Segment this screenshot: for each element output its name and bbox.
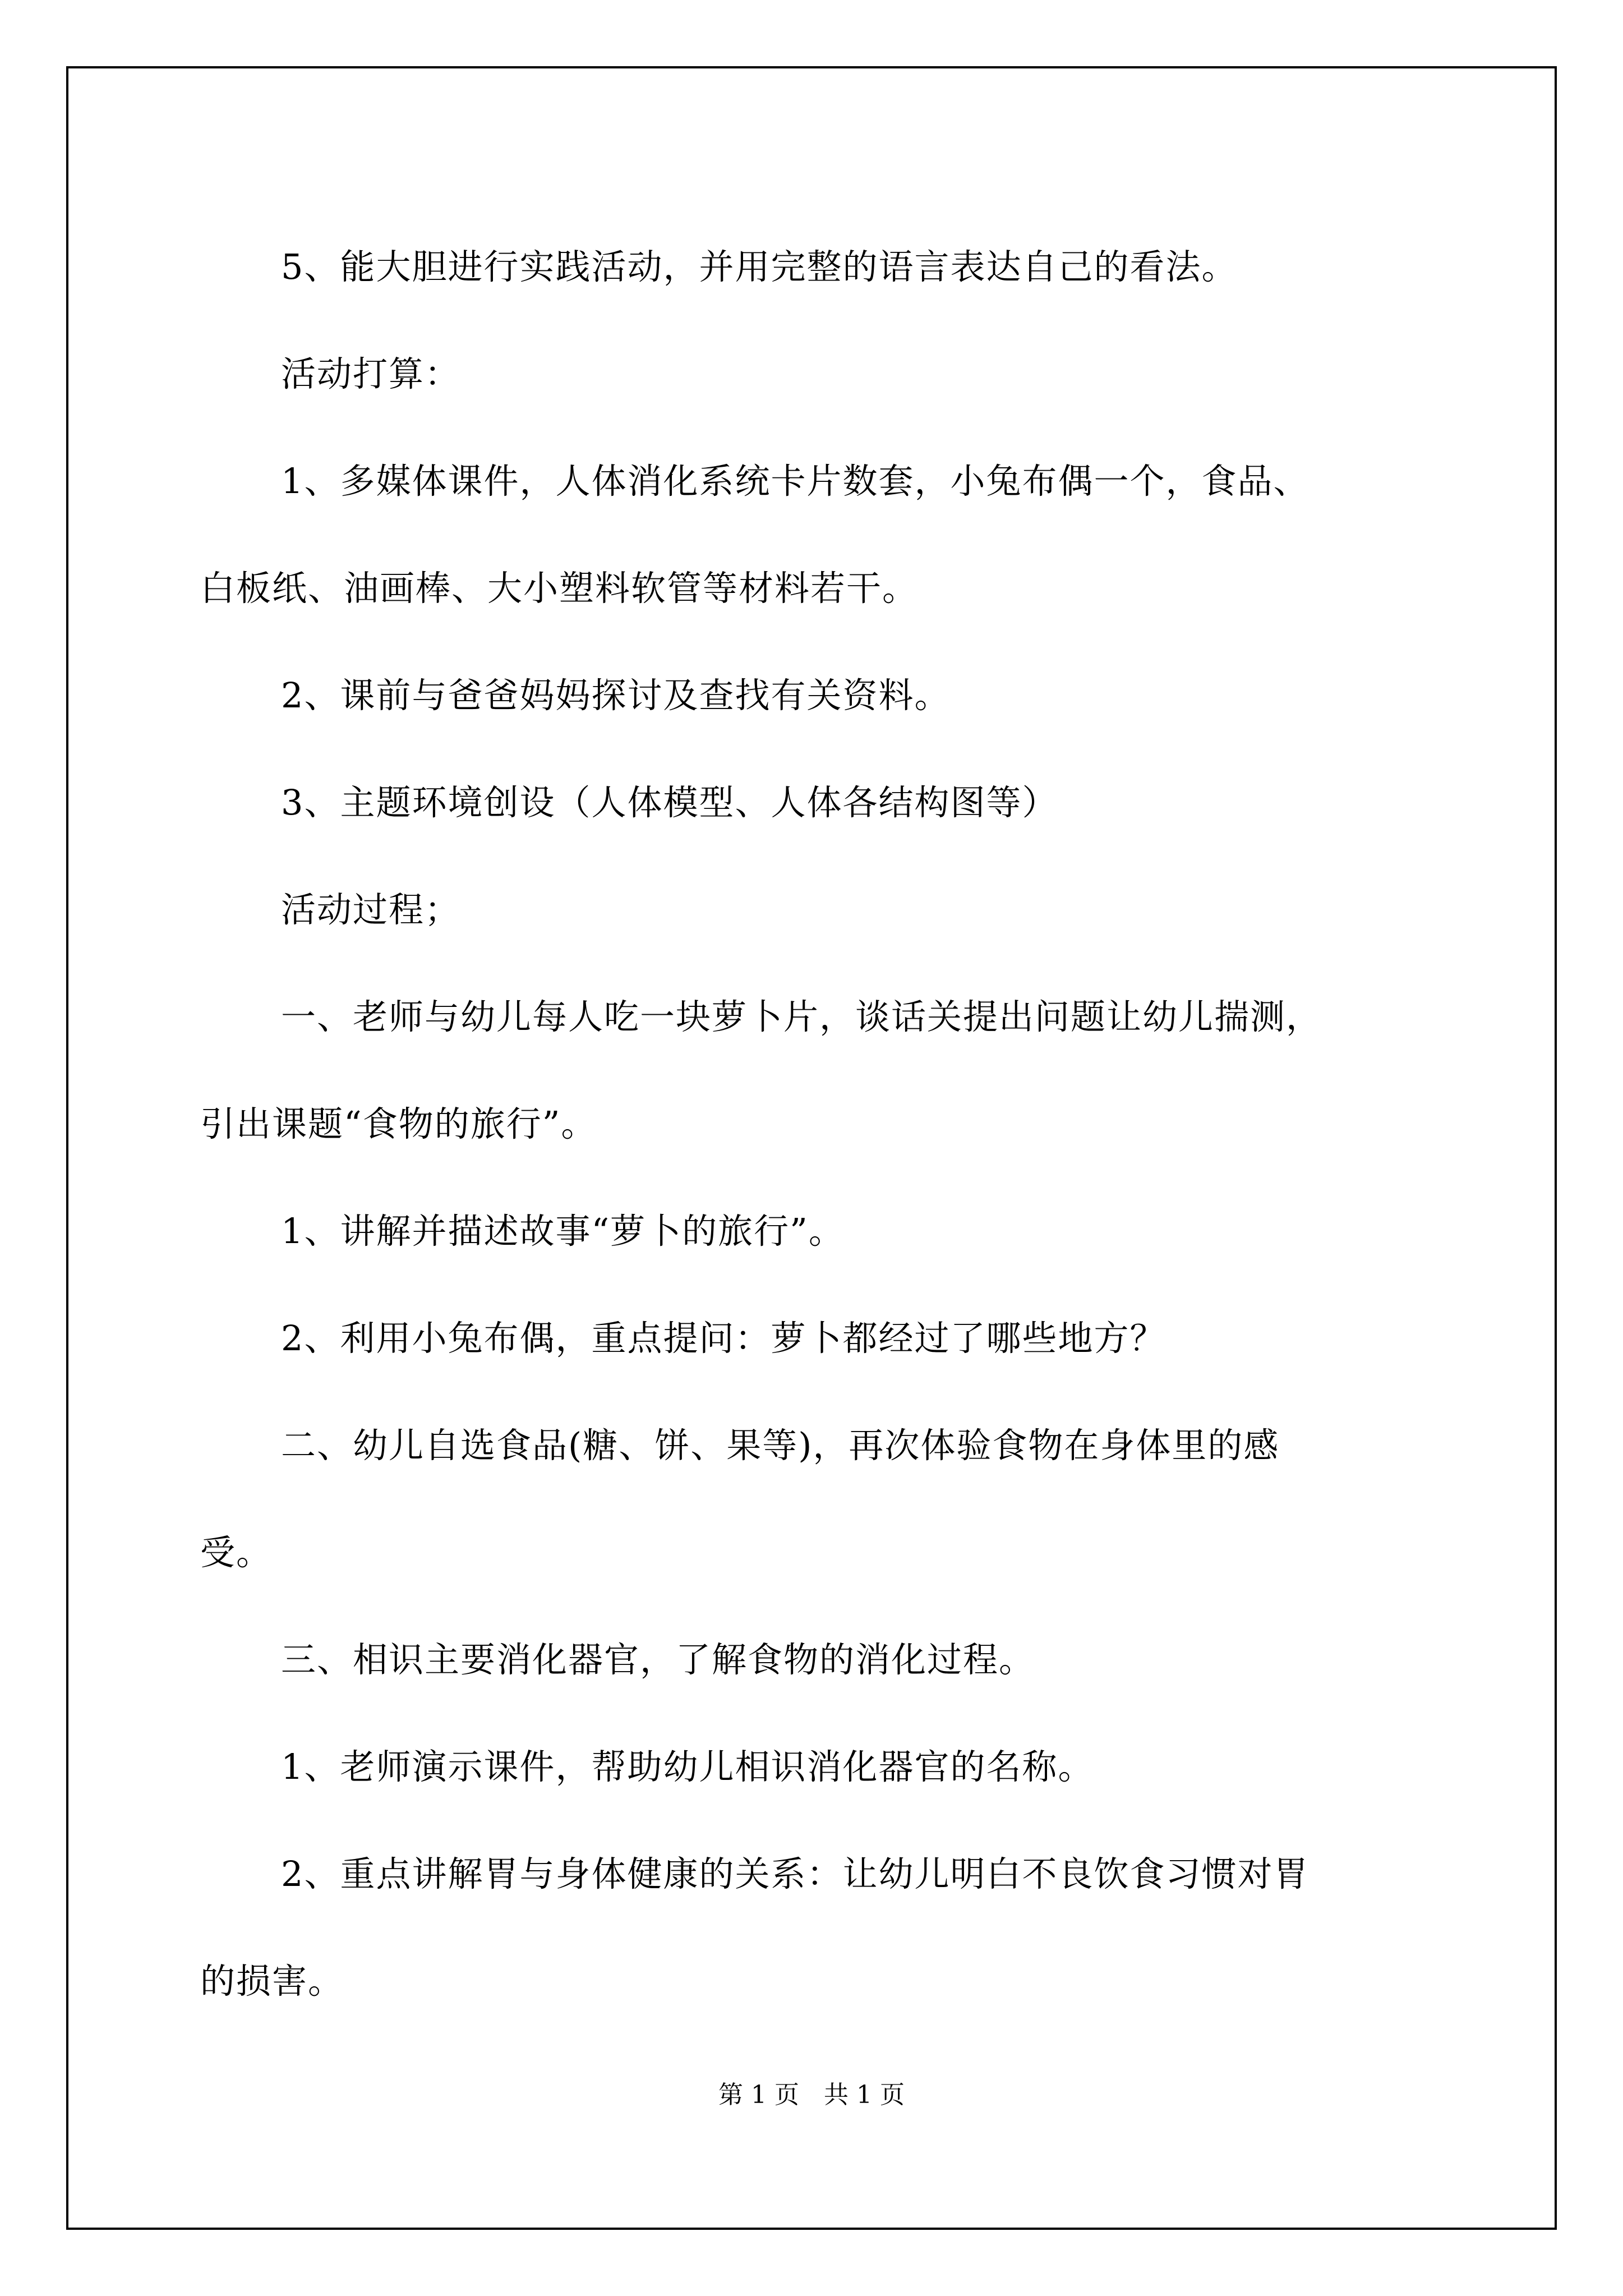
- paragraph-step-three-2-line1: 2、重点讲解胃与身体健康的关系：让幼儿明白不良饮食习惯对胃: [281, 1853, 1310, 1894]
- paragraph-step-one-2: 2、利用小兔布偶，重点提问：萝卜都经过了哪些地方？: [281, 1318, 1166, 1359]
- paragraph-step-three: 三、相识主要消化器官，了解食物的消化过程。: [281, 1639, 1035, 1680]
- paragraph-step-one-line2: 引出课题“食物的旅行”。: [200, 1103, 597, 1144]
- paragraph-step-three-2-line2: 的损害。: [200, 1961, 344, 2001]
- paragraph-materials-line2: 白板纸、油画棒、大小塑料软管等材料若干。: [200, 568, 919, 609]
- paragraph-step-two-line1: 二、幼儿自选食品(糖、饼、果等)，再次体验食物在身体里的感: [281, 1425, 1280, 1466]
- paragraph-preparation-2: 2、课前与爸爸妈妈探讨及查找有关资料。: [281, 675, 951, 716]
- paragraph-preparation-3: 3、主题环境创设（人体模型、人体各结构图等）: [281, 782, 1058, 823]
- section-heading-process: 活动过程；: [281, 889, 461, 930]
- page-number-footer: 第 1 页 共 1 页: [718, 2081, 905, 2109]
- paragraph-materials-line1: 1、多媒体课件，人体消化系统卡片数套，小兔布偶一个，食品、: [281, 461, 1310, 501]
- section-heading-preparation: 活动打算：: [281, 353, 461, 394]
- paragraph-1: 5、能大胆进行实践活动，并用完整的语言表达自己的看法。: [281, 246, 1238, 287]
- paragraph-step-one-1: 1、讲解并描述故事“萝卜的旅行”。: [281, 1211, 845, 1251]
- paragraph-step-two-line2: 受。: [200, 1532, 273, 1573]
- paragraph-step-three-1: 1、老师演示课件，帮助幼儿相识消化器官的名称。: [281, 1746, 1094, 1787]
- document-body: [200, 213, 1423, 2035]
- paragraph-step-one-line1: 一、老师与幼儿每人吃一块萝卜片，谈话关提出问题让幼儿揣测，: [281, 996, 1322, 1037]
